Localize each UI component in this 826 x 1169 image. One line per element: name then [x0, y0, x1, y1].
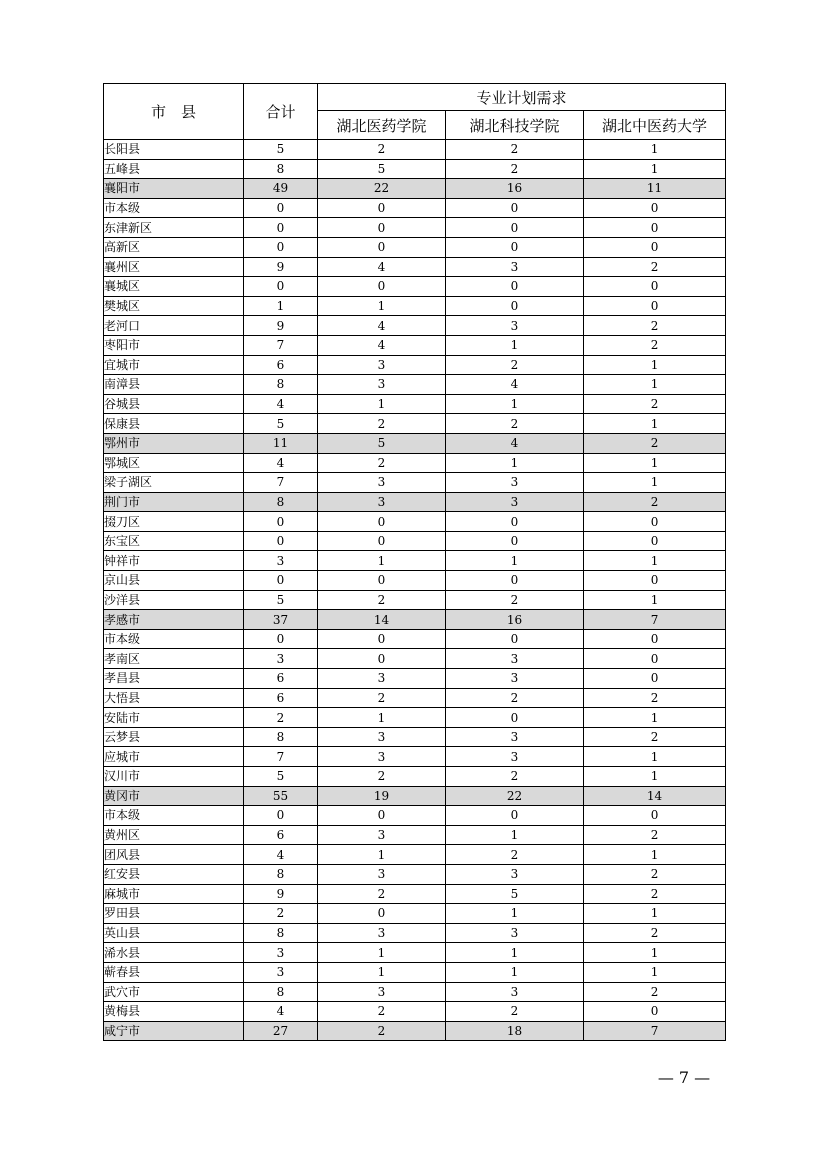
- hubei-tcm-cell: 0: [584, 296, 726, 316]
- hubei-tcm-cell: 0: [584, 218, 726, 238]
- total-cell: 9: [244, 884, 318, 904]
- hubei-science-tech-cell: 16: [446, 179, 584, 199]
- hubei-science-tech-cell: 2: [446, 1002, 584, 1022]
- table-row: [104, 218, 726, 238]
- region-name-cell: 枣阳市: [104, 335, 244, 355]
- table-row: [104, 727, 726, 747]
- table-row: [104, 512, 726, 532]
- hubei-tcm-cell: 1: [584, 747, 726, 767]
- hubei-tcm-cell: 2: [584, 257, 726, 277]
- hubei-science-tech-cell: 2: [446, 590, 584, 610]
- region-name-cell: 掇刀区: [104, 512, 244, 532]
- table-row: [104, 237, 726, 257]
- table-row: [104, 747, 726, 767]
- region-header: 市 县: [104, 84, 244, 140]
- hubei-medical-cell: 2: [318, 140, 446, 160]
- table-row: [104, 316, 726, 336]
- hubei-medical-cell: 0: [318, 237, 446, 257]
- total-cell: 4: [244, 845, 318, 865]
- hubei-science-tech-cell: 3: [446, 669, 584, 689]
- table-row: [104, 453, 726, 473]
- hubei-medical-cell: 3: [318, 982, 446, 1002]
- hubei-medical-cell: 1: [318, 943, 446, 963]
- hubei-medical-cell: 0: [318, 571, 446, 591]
- hubei-science-tech-cell: 2: [446, 767, 584, 787]
- region-name-cell: 应城市: [104, 747, 244, 767]
- hubei-science-tech-cell: 0: [446, 237, 584, 257]
- hubei-medical-cell: 3: [318, 864, 446, 884]
- hubei-science-tech-cell: 1: [446, 453, 584, 473]
- total-cell: 0: [244, 198, 318, 218]
- hubei-tcm-cell: 2: [584, 433, 726, 453]
- hubei-science-tech-cell: 1: [446, 825, 584, 845]
- hubei-tcm-cell: 0: [584, 531, 726, 551]
- hubei-medical-cell: 1: [318, 551, 446, 571]
- table-row: [104, 708, 726, 728]
- hubei-science-tech-cell: 0: [446, 277, 584, 297]
- hubei-tcm-cell: 1: [584, 943, 726, 963]
- region-name-cell: 梁子湖区: [104, 473, 244, 493]
- region-name-cell: 襄阳市: [104, 179, 244, 199]
- plan-group-header: 专业计划需求: [318, 84, 726, 111]
- table-row: [104, 904, 726, 924]
- hubei-science-tech-cell: 4: [446, 433, 584, 453]
- region-name-cell: 长阳县: [104, 140, 244, 160]
- total-cell: 7: [244, 335, 318, 355]
- hubei-medical-cell: 2: [318, 884, 446, 904]
- hubei-science-tech-cell: 2: [446, 140, 584, 160]
- hubei-science-tech-cell: 2: [446, 414, 584, 434]
- hubei-tcm-cell: 1: [584, 904, 726, 924]
- hubei-science-tech-cell: 16: [446, 610, 584, 630]
- city-subtotal-row: [104, 610, 726, 630]
- hubei-science-tech-cell: 1: [446, 904, 584, 924]
- total-cell: 5: [244, 414, 318, 434]
- hubei-science-tech-cell: 2: [446, 159, 584, 179]
- hubei-medical-cell: 1: [318, 708, 446, 728]
- region-name-cell: 东津新区: [104, 218, 244, 238]
- region-name-cell: 东宝区: [104, 531, 244, 551]
- table-row: [104, 296, 726, 316]
- hubei-tcm-cell: 0: [584, 512, 726, 532]
- hubei-medical-cell: 3: [318, 375, 446, 395]
- table-row: [104, 962, 726, 982]
- hubei-science-tech-cell: 1: [446, 962, 584, 982]
- school-header-hubei-science-tech: 湖北科技学院: [446, 111, 584, 140]
- region-name-cell: 武穴市: [104, 982, 244, 1002]
- region-name-cell: 老河口: [104, 316, 244, 336]
- hubei-tcm-cell: 1: [584, 767, 726, 787]
- city-subtotal-row: [104, 1021, 726, 1041]
- region-name-cell: 市本级: [104, 806, 244, 826]
- table-row: [104, 414, 726, 434]
- total-cell: 6: [244, 688, 318, 708]
- table-row: [104, 649, 726, 669]
- table-row: [104, 590, 726, 610]
- school-header-hubei-medical: 湖北医药学院: [318, 111, 446, 140]
- table-row: [104, 767, 726, 787]
- region-name-cell: 罗田县: [104, 904, 244, 924]
- region-name-cell: 英山县: [104, 923, 244, 943]
- hubei-science-tech-cell: 2: [446, 845, 584, 865]
- total-cell: 6: [244, 825, 318, 845]
- hubei-tcm-cell: 1: [584, 355, 726, 375]
- hubei-science-tech-cell: 3: [446, 982, 584, 1002]
- region-name-cell: 高新区: [104, 237, 244, 257]
- hubei-medical-cell: 4: [318, 335, 446, 355]
- hubei-medical-cell: 3: [318, 492, 446, 512]
- hubei-medical-cell: 5: [318, 433, 446, 453]
- hubei-science-tech-cell: 5: [446, 884, 584, 904]
- table-row: [104, 159, 726, 179]
- table-row: [104, 335, 726, 355]
- region-name-cell: 市本级: [104, 629, 244, 649]
- region-name-cell: 鄂州市: [104, 433, 244, 453]
- hubei-medical-cell: 4: [318, 257, 446, 277]
- region-name-cell: 咸宁市: [104, 1021, 244, 1041]
- hubei-medical-cell: 5: [318, 159, 446, 179]
- region-name-cell: 孝昌县: [104, 669, 244, 689]
- region-name-cell: 红安县: [104, 864, 244, 884]
- total-cell: 8: [244, 923, 318, 943]
- hubei-science-tech-cell: 1: [446, 335, 584, 355]
- region-name-cell: 孝感市: [104, 610, 244, 630]
- total-cell: 0: [244, 237, 318, 257]
- hubei-tcm-cell: 1: [584, 473, 726, 493]
- table-row: [104, 1002, 726, 1022]
- hubei-medical-cell: 1: [318, 845, 446, 865]
- school-header-hubei-tcm: 湖北中医药大学: [584, 111, 726, 140]
- hubei-science-tech-cell: 3: [446, 864, 584, 884]
- table-row: [104, 140, 726, 160]
- hubei-tcm-cell: 0: [584, 237, 726, 257]
- table-row: [104, 864, 726, 884]
- hubei-medical-cell: 3: [318, 747, 446, 767]
- region-name-cell: 市本级: [104, 198, 244, 218]
- hubei-tcm-cell: 2: [584, 492, 726, 512]
- total-cell: 9: [244, 257, 318, 277]
- hubei-medical-cell: 19: [318, 786, 446, 806]
- hubei-medical-cell: 0: [318, 531, 446, 551]
- total-cell: 0: [244, 277, 318, 297]
- total-cell: 0: [244, 629, 318, 649]
- hubei-medical-cell: 3: [318, 923, 446, 943]
- hubei-science-tech-cell: 22: [446, 786, 584, 806]
- hubei-science-tech-cell: 1: [446, 943, 584, 963]
- total-cell: 0: [244, 218, 318, 238]
- hubei-tcm-cell: 14: [584, 786, 726, 806]
- region-name-cell: 鄂城区: [104, 453, 244, 473]
- hubei-tcm-cell: 7: [584, 610, 726, 630]
- hubei-tcm-cell: 1: [584, 453, 726, 473]
- page-number: — 7 —: [657, 1068, 711, 1087]
- hubei-tcm-cell: 1: [584, 708, 726, 728]
- hubei-medical-cell: 4: [318, 316, 446, 336]
- hubei-science-tech-cell: 3: [446, 923, 584, 943]
- hubei-tcm-cell: 2: [584, 825, 726, 845]
- total-cell: 3: [244, 943, 318, 963]
- hubei-tcm-cell: 2: [584, 884, 726, 904]
- total-cell: 3: [244, 551, 318, 571]
- total-cell: 5: [244, 767, 318, 787]
- hubei-tcm-cell: 2: [584, 727, 726, 747]
- hubei-medical-cell: 0: [318, 806, 446, 826]
- hubei-tcm-cell: 1: [584, 140, 726, 160]
- hubei-science-tech-cell: 0: [446, 218, 584, 238]
- hubei-medical-cell: 3: [318, 355, 446, 375]
- total-cell: 8: [244, 492, 318, 512]
- table-row: [104, 531, 726, 551]
- quota-table: [103, 83, 726, 1041]
- hubei-science-tech-cell: 2: [446, 355, 584, 375]
- hubei-science-tech-cell: 1: [446, 394, 584, 414]
- total-header: 合计: [244, 84, 318, 140]
- region-name-cell: 黄冈市: [104, 786, 244, 806]
- region-name-cell: 汉川市: [104, 767, 244, 787]
- hubei-tcm-cell: 2: [584, 688, 726, 708]
- region-name-cell: 宜城市: [104, 355, 244, 375]
- table-row: [104, 982, 726, 1002]
- hubei-medical-cell: 2: [318, 590, 446, 610]
- region-name-cell: 安陆市: [104, 708, 244, 728]
- region-name-cell: 保康县: [104, 414, 244, 434]
- table-row: [104, 688, 726, 708]
- hubei-medical-cell: 0: [318, 198, 446, 218]
- hubei-medical-cell: 2: [318, 453, 446, 473]
- hubei-medical-cell: 1: [318, 296, 446, 316]
- city-subtotal-row: [104, 786, 726, 806]
- hubei-science-tech-cell: 2: [446, 688, 584, 708]
- hubei-science-tech-cell: 0: [446, 806, 584, 826]
- hubei-medical-cell: 0: [318, 629, 446, 649]
- hubei-medical-cell: 2: [318, 1002, 446, 1022]
- region-name-cell: 沙洋县: [104, 590, 244, 610]
- region-name-cell: 蕲春县: [104, 962, 244, 982]
- total-cell: 8: [244, 159, 318, 179]
- hubei-tcm-cell: 1: [584, 375, 726, 395]
- hubei-medical-cell: 3: [318, 473, 446, 493]
- hubei-tcm-cell: 1: [584, 551, 726, 571]
- hubei-tcm-cell: 2: [584, 394, 726, 414]
- total-cell: 27: [244, 1021, 318, 1041]
- table-row: [104, 806, 726, 826]
- region-name-cell: 襄州区: [104, 257, 244, 277]
- total-cell: 4: [244, 394, 318, 414]
- region-name-cell: 黄州区: [104, 825, 244, 845]
- total-cell: 3: [244, 962, 318, 982]
- hubei-tcm-cell: 2: [584, 864, 726, 884]
- total-cell: 7: [244, 747, 318, 767]
- city-subtotal-row: [104, 179, 726, 199]
- region-name-cell: 黄梅县: [104, 1002, 244, 1022]
- hubei-science-tech-cell: 4: [446, 375, 584, 395]
- hubei-science-tech-cell: 3: [446, 649, 584, 669]
- hubei-medical-cell: 2: [318, 767, 446, 787]
- hubei-tcm-cell: 1: [584, 414, 726, 434]
- total-cell: 11: [244, 433, 318, 453]
- table-row: [104, 473, 726, 493]
- hubei-science-tech-cell: 0: [446, 512, 584, 532]
- hubei-science-tech-cell: 3: [446, 492, 584, 512]
- hubei-medical-cell: 1: [318, 962, 446, 982]
- hubei-tcm-cell: 0: [584, 198, 726, 218]
- region-name-cell: 孝南区: [104, 649, 244, 669]
- hubei-tcm-cell: 1: [584, 845, 726, 865]
- hubei-tcm-cell: 0: [584, 277, 726, 297]
- region-name-cell: 荆门市: [104, 492, 244, 512]
- total-cell: 2: [244, 904, 318, 924]
- city-subtotal-row: [104, 433, 726, 453]
- total-cell: 9: [244, 316, 318, 336]
- hubei-tcm-cell: 0: [584, 571, 726, 591]
- total-cell: 6: [244, 669, 318, 689]
- hubei-medical-cell: 3: [318, 825, 446, 845]
- total-cell: 4: [244, 453, 318, 473]
- hubei-tcm-cell: 11: [584, 179, 726, 199]
- region-name-cell: 云梦县: [104, 727, 244, 747]
- hubei-tcm-cell: 2: [584, 316, 726, 336]
- region-name-cell: 钟祥市: [104, 551, 244, 571]
- table-body: [104, 140, 726, 1041]
- city-subtotal-row: [104, 492, 726, 512]
- hubei-tcm-cell: 7: [584, 1021, 726, 1041]
- table-row: [104, 629, 726, 649]
- hubei-medical-cell: 0: [318, 904, 446, 924]
- region-name-cell: 五峰县: [104, 159, 244, 179]
- hubei-tcm-cell: 0: [584, 669, 726, 689]
- hubei-medical-cell: 0: [318, 649, 446, 669]
- total-cell: 5: [244, 140, 318, 160]
- region-name-cell: 南漳县: [104, 375, 244, 395]
- table-row: [104, 375, 726, 395]
- total-cell: 7: [244, 473, 318, 493]
- table-row: [104, 394, 726, 414]
- hubei-medical-cell: 2: [318, 414, 446, 434]
- hubei-medical-cell: 0: [318, 512, 446, 532]
- hubei-science-tech-cell: 3: [446, 727, 584, 747]
- hubei-science-tech-cell: 1: [446, 551, 584, 571]
- total-cell: 2: [244, 708, 318, 728]
- hubei-medical-cell: 3: [318, 669, 446, 689]
- hubei-science-tech-cell: 3: [446, 473, 584, 493]
- hubei-tcm-cell: 0: [584, 806, 726, 826]
- table-row: [104, 571, 726, 591]
- table-row: [104, 198, 726, 218]
- region-name-cell: 团风县: [104, 845, 244, 865]
- hubei-science-tech-cell: 0: [446, 571, 584, 591]
- region-name-cell: 樊城区: [104, 296, 244, 316]
- hubei-science-tech-cell: 0: [446, 708, 584, 728]
- hubei-tcm-cell: 2: [584, 335, 726, 355]
- hubei-tcm-cell: 1: [584, 590, 726, 610]
- total-cell: 8: [244, 375, 318, 395]
- total-cell: 3: [244, 649, 318, 669]
- hubei-science-tech-cell: 3: [446, 747, 584, 767]
- table-row: [104, 825, 726, 845]
- total-cell: 0: [244, 512, 318, 532]
- hubei-science-tech-cell: 0: [446, 629, 584, 649]
- region-name-cell: 襄城区: [104, 277, 244, 297]
- hubei-science-tech-cell: 0: [446, 198, 584, 218]
- total-cell: 37: [244, 610, 318, 630]
- table-row: [104, 355, 726, 375]
- hubei-science-tech-cell: 3: [446, 316, 584, 336]
- hubei-science-tech-cell: 0: [446, 531, 584, 551]
- hubei-medical-cell: 0: [318, 277, 446, 297]
- region-name-cell: 大悟县: [104, 688, 244, 708]
- total-cell: 55: [244, 786, 318, 806]
- total-cell: 0: [244, 571, 318, 591]
- region-name-cell: 京山县: [104, 571, 244, 591]
- region-name-cell: 浠水县: [104, 943, 244, 963]
- total-cell: 4: [244, 1002, 318, 1022]
- hubei-medical-cell: 14: [318, 610, 446, 630]
- hubei-medical-cell: 22: [318, 179, 446, 199]
- hubei-medical-cell: 1: [318, 394, 446, 414]
- hubei-medical-cell: 2: [318, 688, 446, 708]
- hubei-science-tech-cell: 0: [446, 296, 584, 316]
- table-row: [104, 845, 726, 865]
- table-row: [104, 884, 726, 904]
- hubei-tcm-cell: 0: [584, 629, 726, 649]
- table-row: [104, 943, 726, 963]
- table-row: [104, 277, 726, 297]
- hubei-tcm-cell: 2: [584, 982, 726, 1002]
- total-cell: 8: [244, 727, 318, 747]
- hubei-science-tech-cell: 18: [446, 1021, 584, 1041]
- hubei-tcm-cell: 0: [584, 1002, 726, 1022]
- total-cell: 6: [244, 355, 318, 375]
- region-name-cell: 麻城市: [104, 884, 244, 904]
- hubei-tcm-cell: 0: [584, 649, 726, 669]
- hubei-tcm-cell: 1: [584, 962, 726, 982]
- total-cell: 1: [244, 296, 318, 316]
- hubei-tcm-cell: 2: [584, 923, 726, 943]
- hubei-tcm-cell: 1: [584, 159, 726, 179]
- total-cell: 5: [244, 590, 318, 610]
- total-cell: 0: [244, 806, 318, 826]
- hubei-science-tech-cell: 3: [446, 257, 584, 277]
- table-row: [104, 923, 726, 943]
- hubei-medical-cell: 2: [318, 1021, 446, 1041]
- table-row: [104, 551, 726, 571]
- total-cell: 0: [244, 531, 318, 551]
- total-cell: 49: [244, 179, 318, 199]
- region-name-cell: 谷城县: [104, 394, 244, 414]
- hubei-medical-cell: 0: [318, 218, 446, 238]
- total-cell: 8: [244, 864, 318, 884]
- table-row: [104, 257, 726, 277]
- hubei-medical-cell: 3: [318, 727, 446, 747]
- total-cell: 8: [244, 982, 318, 1002]
- table-row: [104, 669, 726, 689]
